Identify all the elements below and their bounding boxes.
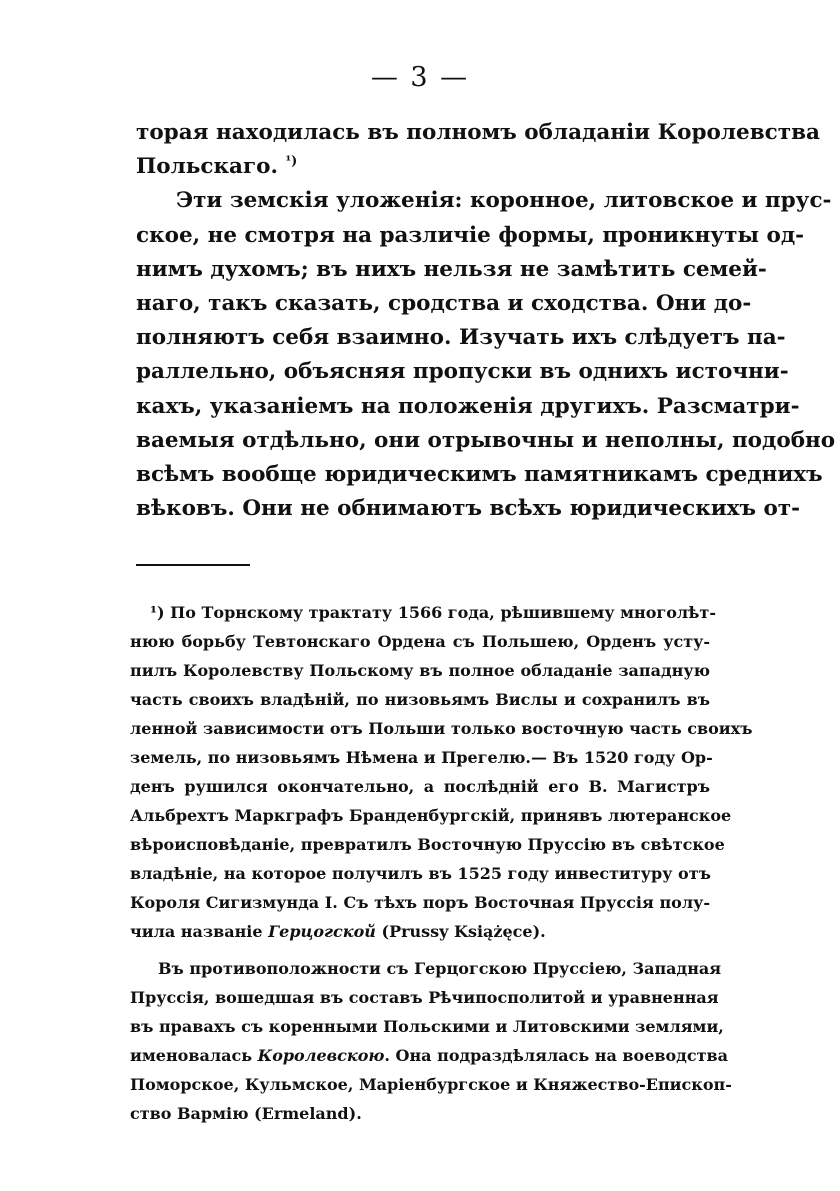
text-line: нимъ духомъ; въ нихъ нельзя не замѣтить семей- [136, 256, 767, 282]
footnote-line: ¹) По Торнскому трактату 1566 года, рѣшившему многолѣт- [150, 603, 716, 622]
footnote-line: Въ противоположности съ Герцогскою Пруссіею, Западная [158, 959, 722, 978]
footnote-line: владѣніе, на которое получилъ въ 1525 году инвеституру отъ [130, 864, 711, 883]
footnote-line: нюю борьбу Тевтонскаго Ордена съ Польшею, Орденъ усту- [130, 632, 710, 651]
italic-term: Королевскою [257, 1046, 385, 1065]
italic-term: Герцогской [268, 922, 376, 941]
text-line: всѣмъ вообще юридическимъ памятникамъ среднихъ [136, 461, 823, 487]
footnote-line: чила названіе Герцогской (Prussy Książęce). [130, 922, 546, 941]
text-line: ское, не смотря на различіе формы, проникнуты од- [136, 222, 805, 248]
text-line: торая находилась въ полномъ обладаніи Королевства [136, 120, 820, 145]
footnote-line: Пруссія, вошедшая въ составъ Рѣчипосполитой и уравненная [130, 988, 719, 1007]
footnote-separator [136, 564, 250, 566]
text-line: вѣковъ. Они не обнимаютъ всѣхъ юридическихъ от- [136, 496, 801, 522]
text-line: Эти земскія уложенія: коронное, литовское и прус- [176, 188, 832, 214]
footnote-line: ство Вармію (Ermeland). [130, 1104, 362, 1123]
footnote-line: именовалась Королевскою. Она подраздѣлялась на воеводства [130, 1046, 728, 1065]
footnote-line: въ правахъ съ коренными Польскими и Литовскими землями, [130, 1017, 724, 1036]
footnote-line: земель, по низовьямъ Нѣмена и Прегелю.— Въ 1520 году Ор- [130, 748, 713, 767]
text-line: полняютъ себя взаимно. Изучать ихъ слѣдуетъ па- [136, 325, 786, 351]
text-line: наго, такъ сказать, сродства и сходства. Они до- [136, 290, 752, 316]
text-line: Польскаго. $^{^1)}$ [136, 154, 298, 180]
text-line: ваемыя отдѣльно, они отрывочны и неполны, подобно [136, 427, 836, 453]
footnote-line: Короля Сигизмунда I. Съ тѣхъ поръ Восточная Пруссія полу- [130, 893, 710, 912]
footnote-line: пилъ Королевству Польскому въ полное обладаніе западную [130, 661, 710, 680]
main-text [136, 116, 836, 526]
text-line: кахъ, указаніемъ на положенія другихъ. Разсматри- [136, 393, 800, 419]
page-number: — 3 — [370, 62, 470, 93]
footnotes [130, 598, 753, 1128]
footnote-marker: ¹) [285, 154, 298, 170]
footnote-line: вѣроисповѣданіе, превратилъ Восточную Пруссію въ свѣтское [130, 835, 725, 854]
footnote-paragraph [130, 954, 732, 1128]
footnote-line: денъ рушился окончательно, а послѣдній его В. Магистръ [130, 777, 710, 796]
footnote-line: ленной зависимости отъ Польши только восточную часть своихъ [130, 719, 753, 738]
footnote-line: Альбрехтъ Маркграфъ Бранденбургскій, принявъ лютеранское [130, 806, 732, 825]
text-line: раллельно, объясняя пропуски въ однихъ источни- [136, 359, 789, 385]
footnote-line: Поморское, Кульмское, Маріенбургское и Княжество-Епископ- [130, 1075, 732, 1094]
footnote-line: часть своихъ владѣній, по низовьямъ Вислы и сохранилъ въ [130, 690, 710, 709]
